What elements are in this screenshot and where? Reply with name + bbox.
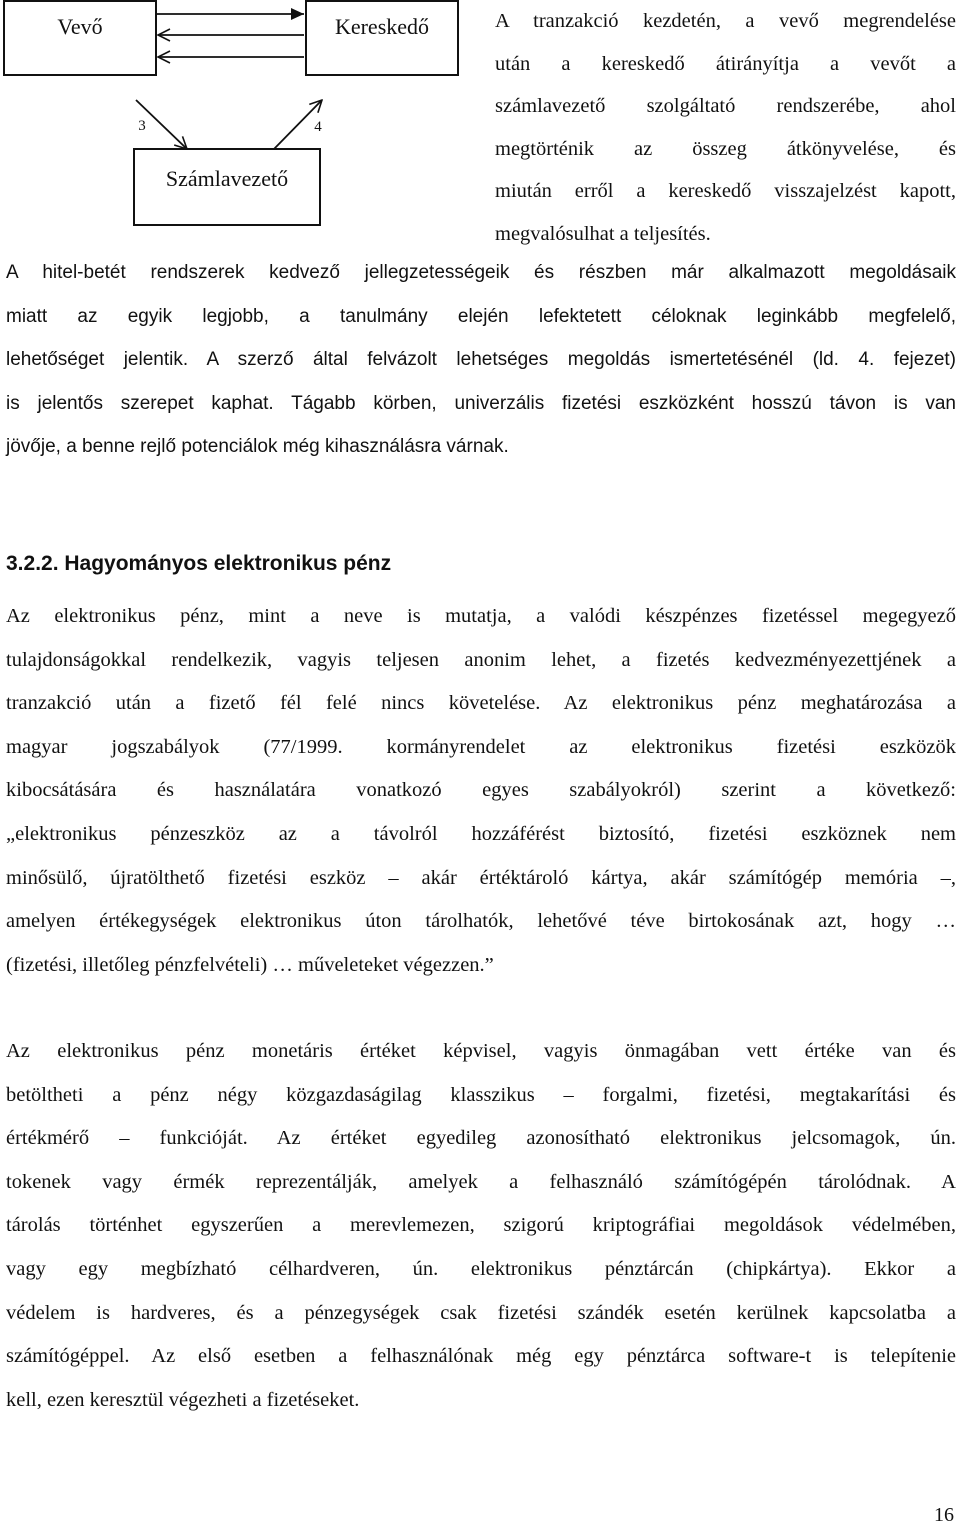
text-line: magyar jogszabályok (77/1999. kormányrendelet az elektronikus fizetési eszközök bbox=[6, 735, 956, 758]
text-line: vagy egy megbízható célhardveren, ún. elektronikus pénztárcán (chipkártya). Ekkor a bbox=[6, 1257, 956, 1280]
transaction-flow-diagram bbox=[0, 0, 490, 240]
text-line: kell, ezen keresztül végezheti a fizetéseket. bbox=[6, 1388, 360, 1411]
intro-paragraph bbox=[495, 0, 956, 255]
text-line: A tranzakció kezdetén, a vevő megrendelése bbox=[495, 10, 956, 32]
arrow-3-label: 3 bbox=[138, 118, 146, 134]
text-line: lehetőséget jelentik. A szerző által felvázolt lehetséges megoldás ismertetésénél (ld. 4. fejezet) bbox=[6, 349, 956, 371]
text-line: számlavezető szolgáltató rendszerébe, ahol bbox=[495, 95, 956, 117]
merchant-box bbox=[306, 1, 458, 75]
text-line: jövője, a benne rejlő potenciálok még kihasználásra várnak. bbox=[6, 436, 509, 458]
buyer-box bbox=[4, 1, 156, 75]
text-line: is jelentős szerepet kaphat. Tágabb körben, univerzális fizetési eszközként hosszú távon is van bbox=[6, 392, 956, 414]
text-line: védelem is hardveres, és a pénzegységek csak fizetési szándék esetén kerülnek kapcsolatba a bbox=[6, 1301, 956, 1324]
text-line: miután erről a kereskedő visszajelzést kapott, bbox=[495, 180, 956, 202]
page-number: 16 bbox=[934, 1504, 954, 1526]
text-line: „elektronikus pénzeszköz az a távolról hozzáférést biztosító, fizetési eszköznek nem bbox=[6, 822, 956, 845]
text-line: miatt az egyik legjobb, a tanulmány elején lefektetett céloknak leginkább megfelelő, bbox=[6, 305, 956, 327]
text-line: megvalósulhat a teljesítés. bbox=[495, 222, 711, 245]
text-line: Az elektronikus pénz monetáris értéket képvisel, vagyis önmagában vett értéke van és bbox=[6, 1040, 956, 1062]
text-line: amelyen értékegységek elektronikus úton tárolhatók, lehetővé téve birtokosának azt, hogy … bbox=[6, 910, 956, 933]
text-line: betöltheti a pénz négy közgazdaságilag klasszikus – forgalmi, fizetési, megtakarítási és bbox=[6, 1083, 956, 1106]
text-line: tulajdonságokkal rendelkezik, vagyis teljesen anonim lehet, a fizetés kedvezményezettjének a bbox=[6, 648, 956, 671]
monetary-value-paragraph bbox=[6, 1030, 956, 1422]
section-heading: 3.2.2. Hagyományos elektronikus pénz bbox=[6, 552, 392, 575]
buyer-label: Vevő bbox=[57, 14, 103, 39]
text-line: számítógéppel. Az első esetben a felhasználónak még egy pénztárca software-t is telepítenie bbox=[6, 1345, 956, 1368]
text-line: tárolás történhet egyszerűen a merevlemezen, szigorú kriptográfiai megoldások védelmében, bbox=[6, 1214, 956, 1237]
text-line: tokenek vagy érmék reprezentálják, amelyek a felhasználó számítógépén tárolódnak. A bbox=[6, 1170, 956, 1193]
text-line: értékmérő – funkcióját. Az értéket egyedileg azonosítható elektronikus jelcsomagok, ún. bbox=[6, 1127, 956, 1150]
text-line: Az elektronikus pénz, mint a neve is mutatja, a valódi készpénzes fizetéssel megegyező bbox=[6, 605, 956, 627]
text-line: kibocsátására és használatára vonatkozó egyes szabályokról) szerint a következő: bbox=[6, 779, 956, 802]
text-line: (fizetési, illetőleg pénzfelvételi) … műveleteket végezzen.” bbox=[6, 953, 494, 976]
text-line: A hitel-betét rendszerek kedvező jellegzetességeik és részben már alkalmazott megoldásaik bbox=[6, 262, 956, 283]
credit-deposit-paragraph bbox=[6, 251, 956, 469]
arrow-4-label: 4 bbox=[314, 119, 322, 135]
electronic-money-paragraph bbox=[6, 595, 956, 987]
text-line: után a kereskedő átirányítja a vevőt a bbox=[495, 52, 956, 75]
account-box bbox=[134, 149, 320, 225]
text-line: minősülő, újratölthető fizetési eszköz – akár értéktároló kártya, akár számítógép memória –, bbox=[6, 866, 956, 889]
merchant-label: Kereskedő bbox=[334, 14, 430, 39]
text-line: tranzakció után a fizető fél felé nincs követelése. Az elektronikus pénz meghatározása a bbox=[6, 692, 956, 715]
text-line: megtörténik az összeg átkönyvelése, és bbox=[495, 137, 956, 160]
account-label: Számlavezető bbox=[165, 166, 289, 191]
